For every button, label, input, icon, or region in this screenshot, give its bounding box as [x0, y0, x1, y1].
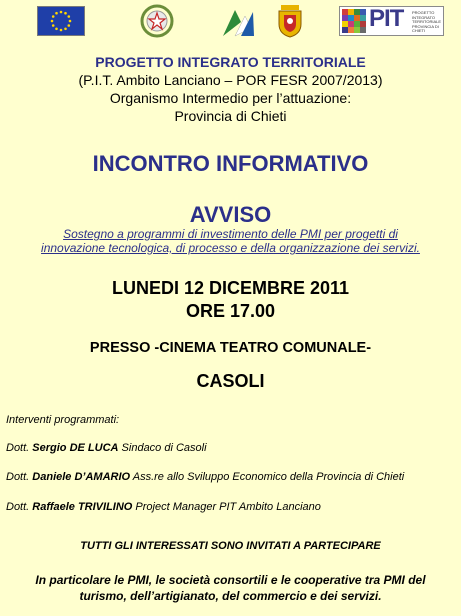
italian-republic-emblem-logo — [139, 4, 175, 38]
abruzzo-region-logo — [221, 6, 255, 38]
speaker-title: Dott. — [6, 501, 30, 513]
speaker-role: Ass.re allo Sviluppo Economico della Provincia di Chieti — [132, 471, 405, 483]
speakers-label: Interventi programmati: — [6, 414, 120, 426]
project-title: PROGETTO INTEGRATO TERRITORIALE — [95, 54, 366, 70]
speaker-name: Daniele D’AMARIO — [32, 471, 131, 483]
pit-logo — [339, 6, 444, 36]
invitation-line: TUTTI GLI INTERESSATI SONO INVITATI A PARTECIPARE — [80, 540, 381, 552]
pit-logo-text: PIT — [369, 5, 404, 32]
eu-flag-logo — [37, 6, 85, 36]
notice-description-line-1: Sostegno a programmi di investimento delle PMI per progetti di — [63, 227, 398, 241]
event-city: CASOLI — [196, 371, 265, 391]
closing-line-1: In particolare le PMI, le società consortili e le cooperative tra PMI del — [35, 573, 426, 587]
closing-line-2: turismo, dell’artigianato, del commercio e dei servizi. — [79, 589, 382, 603]
speaker-item — [6, 501, 321, 513]
notice-heading: AVVISO — [189, 202, 272, 227]
event-type-heading: INCONTRO INFORMATIVO — [92, 151, 369, 176]
logo-row — [0, 4, 461, 36]
speaker-title: Dott. — [6, 471, 30, 483]
organism-line: Organismo Intermedio per l’attuazione: — [109, 90, 352, 106]
closing-paragraph — [0, 572, 461, 604]
province-line: Provincia di Chieti — [174, 108, 287, 124]
speaker-name: Sergio DE LUCA — [32, 442, 119, 454]
speaker-role: Sindaco di Casoli — [121, 442, 207, 454]
notice-description — [0, 227, 461, 255]
event-time: ORE 17.00 — [185, 301, 276, 321]
chieti-province-crest-logo — [275, 4, 305, 38]
event-date: LUNEDI 12 DICEMBRE 2011 — [111, 278, 350, 298]
speaker-title: Dott. — [6, 442, 30, 454]
project-subtitle: (P.I.T. Ambito Lanciano – POR FESR 2007/2013) — [78, 72, 383, 88]
speaker-role: Project Manager PIT Ambito Lanciano — [135, 501, 321, 513]
pit-color-grid-icon — [342, 9, 366, 33]
speaker-item — [6, 442, 207, 454]
pit-logo-small-text: PROGETTO INTEGRATO TERRITORIALE PROVINCIA DI CHIETI — [412, 10, 442, 33]
speaker-name: Raffaele TRIVILINO — [32, 501, 133, 513]
speaker-item — [6, 471, 404, 483]
eu-stars-icon — [38, 7, 84, 35]
notice-description-line-2: innovazione tecnologica, di processo e della organizzazione dei servizi. — [41, 241, 420, 255]
event-venue: PRESSO -CINEMA TEATRO COMUNALE- — [89, 340, 372, 356]
